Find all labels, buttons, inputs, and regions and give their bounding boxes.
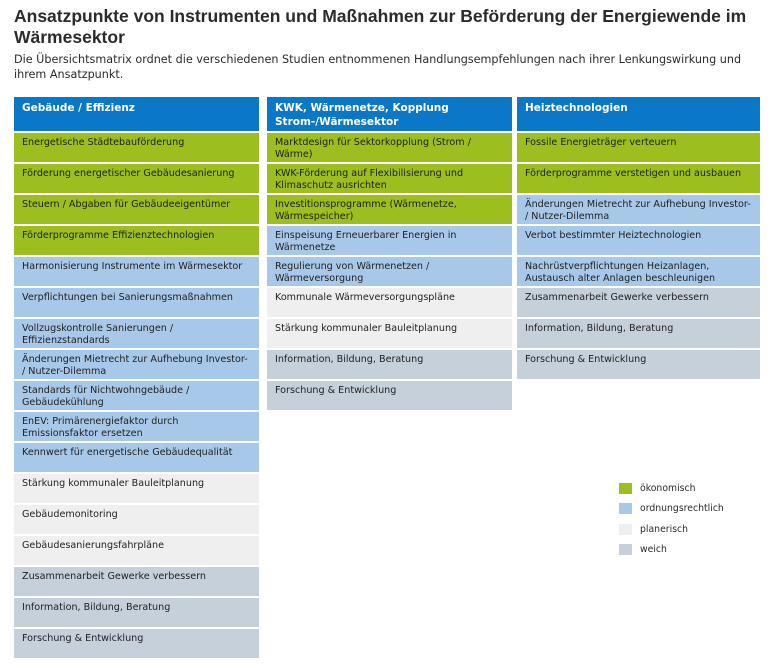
matrix-cell: Information, Bildung, Beratung bbox=[267, 350, 512, 379]
matrix-cell: Regulierung von Wärmenetzen / Wärmeversorgung bbox=[267, 257, 512, 286]
matrix-cell: Zusammenarbeit Gewerke verbessern bbox=[14, 567, 259, 596]
matrix-cell: Verpflichtungen bei Sanierungsmaßnahmen bbox=[14, 288, 259, 317]
matrix-cell: Förderprogramme Effizienztechnologien bbox=[14, 226, 259, 255]
column-header: Heiztechnologien bbox=[517, 97, 760, 131]
column-gebaeude-effizienz bbox=[14, 97, 259, 660]
page-title: Ansatzpunkte von Instrumenten und Maßnahmen zur Beförderung der Energiewende im Wärmesektor bbox=[14, 6, 747, 47]
legend-swatch bbox=[619, 544, 632, 555]
legend-item-weich bbox=[619, 540, 724, 561]
matrix-cell: Stärkung kommunaler Bauleitplanung bbox=[14, 474, 259, 503]
legend bbox=[619, 478, 724, 560]
matrix-cell: Marktdesign für Sektorkopplung (Strom / Wärme) bbox=[267, 133, 512, 162]
legend-item-ordnungsrechtlich bbox=[619, 499, 724, 520]
matrix-cell: Steuern / Abgaben für Gebäudeeigentümer bbox=[14, 195, 259, 224]
column-heiztechnologien bbox=[517, 97, 760, 381]
matrix-cell: Harmonisierung Instrumente im Wärmesektor bbox=[14, 257, 259, 286]
matrix-cell: Information, Bildung, Beratung bbox=[14, 598, 259, 627]
matrix-cell: KWK-Förderung auf Flexibilisierung und Klimaschutz ausrichten bbox=[267, 164, 512, 193]
matrix-cell: Standards für Nichtwohngebäude / Gebäudekühlung bbox=[14, 381, 259, 410]
column-kwk-waermenetze bbox=[267, 97, 512, 412]
matrix-cell: Gebäudesanierungsfahrpläne bbox=[14, 536, 259, 565]
legend-swatch bbox=[619, 483, 632, 494]
matrix-cell: Investitionsprogramme (Wärmenetze, Wärmespeicher) bbox=[267, 195, 512, 224]
legend-item-planerisch bbox=[619, 519, 724, 540]
legend-label: weich bbox=[640, 544, 667, 556]
matrix-cell: Stärkung kommunaler Bauleitplanung bbox=[267, 319, 512, 348]
matrix-cell: Nachrüstverpflichtungen Heizanlagen, Austausch alter Anlagen beschleunigen bbox=[517, 257, 760, 286]
legend-label: planerisch bbox=[640, 523, 689, 535]
matrix-cell: Förderprogramme verstetigen und ausbauen bbox=[517, 164, 760, 193]
matrix-cell: Kommunale Wärmeversorgungspläne bbox=[267, 288, 512, 317]
matrix-cell: EnEV: Primärenergiefaktor durch Emissionsfaktor ersetzen bbox=[14, 412, 259, 441]
matrix-cell: Gebäudemonitoring bbox=[14, 505, 259, 534]
matrix-cell: Forschung & Entwicklung bbox=[267, 381, 512, 410]
column-header: KWK, Wärmenetze, Kopplung Strom-/Wärmesektor bbox=[267, 97, 512, 131]
matrix-cell: Kennwert für energetische Gebäudequalität bbox=[14, 443, 259, 472]
matrix-cell: Änderungen Mietrecht zur Aufhebung Investor- / Nutzer-Dilemma bbox=[517, 195, 760, 224]
legend-label: ökonomisch bbox=[640, 482, 696, 494]
matrix-cell: Zusammenarbeit Gewerke verbessern bbox=[517, 288, 760, 317]
matrix-cell: Information, Bildung, Beratung bbox=[517, 319, 760, 348]
matrix-cell: Fossile Energieträger verteuern bbox=[517, 133, 760, 162]
legend-swatch bbox=[619, 503, 632, 514]
matrix-cell: Vollzugskontrolle Sanierungen / Effizienzstandards bbox=[14, 319, 259, 348]
column-header: Gebäude / Effizienz bbox=[14, 97, 259, 131]
matrix-cell: Einspeisung Erneuerbarer Energien in Wärmenetze bbox=[267, 226, 512, 255]
matrix-cell: Änderungen Mietrecht zur Aufhebung Investor- / Nutzer-Dilemma bbox=[14, 350, 259, 379]
matrix-cell: Forschung & Entwicklung bbox=[517, 350, 760, 379]
legend-swatch bbox=[619, 524, 632, 535]
legend-item-oekonomisch bbox=[619, 478, 724, 499]
matrix-cell: Forschung & Entwicklung bbox=[14, 629, 259, 658]
matrix-cell: Verbot bestimmter Heiztechnologien bbox=[517, 226, 760, 255]
matrix-cell: Energetische Städtebauförderung bbox=[14, 133, 259, 162]
legend-label: ordnungsrechtlich bbox=[640, 503, 724, 515]
matrix-cell: Förderung energetischer Gebäudesanierung bbox=[14, 164, 259, 193]
page-subtitle: Die Übersichtsmatrix ordnet die verschiedenen Studien entnommenen Handlungsempfehlungen nach ihrer Lenkungswirkung und ihrem Ansatzpunkt. bbox=[14, 53, 742, 81]
